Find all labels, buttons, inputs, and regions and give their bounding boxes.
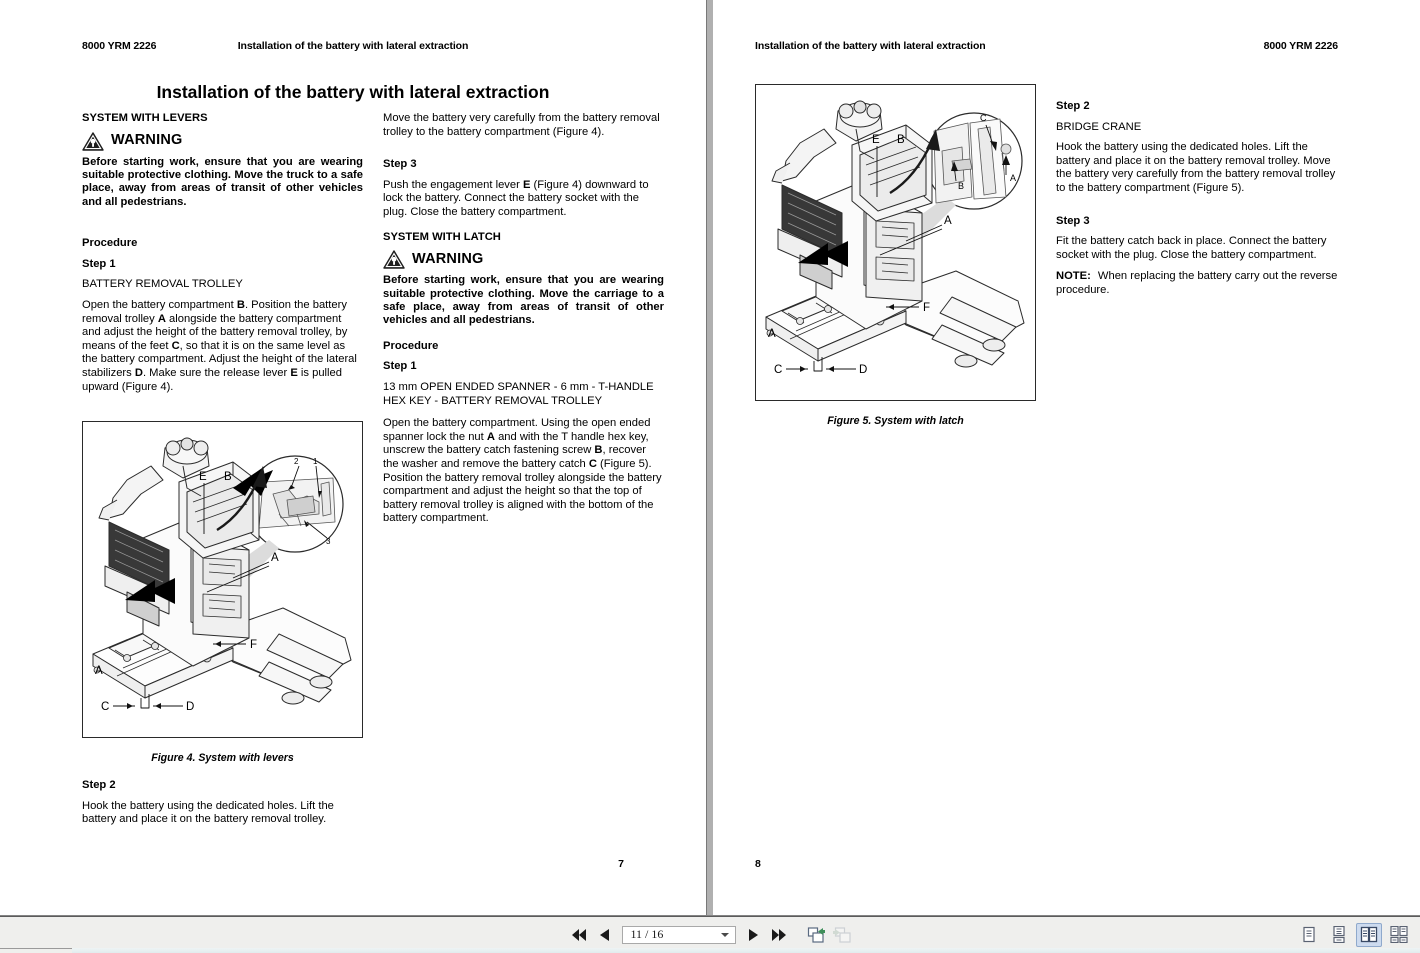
figure-4-label-B: B bbox=[224, 471, 232, 483]
warning-label-latch: WARNING bbox=[412, 250, 484, 267]
left-page-column-two bbox=[383, 112, 664, 537]
previous-page-icon bbox=[598, 928, 610, 942]
warning-triangle-icon bbox=[82, 132, 104, 151]
right-page-column bbox=[1056, 100, 1341, 309]
step-1-heading-latch: Step 1 bbox=[383, 360, 417, 373]
single-page-view-button[interactable] bbox=[1296, 923, 1322, 947]
step-2-body-levers: Hook the battery using the dedicated holes. Lift the battery and place it on the battery removal trolley. bbox=[82, 799, 334, 826]
first-page-button[interactable] bbox=[568, 924, 590, 946]
previous-page-button[interactable] bbox=[593, 924, 615, 946]
figure-4-label-1: 1 bbox=[313, 457, 318, 466]
last-page-button[interactable] bbox=[768, 924, 790, 946]
figure-4-label-C: C bbox=[101, 701, 110, 713]
procedure-heading-latch: Procedure bbox=[383, 339, 439, 352]
warning-triangle-icon bbox=[383, 250, 405, 269]
figure-5-label-C: C bbox=[774, 364, 783, 376]
figure-4-illustration bbox=[82, 421, 363, 738]
step-3-body-crane: Fit the battery catch back in place. Connect the battery socket with the plug. Close the battery compartment. bbox=[1056, 235, 1327, 261]
step-1-body-latch: Open the battery compartment. Using the open ended spanner lock the nut A and with the T handle hex key, unscrew the battery catch fastening screw B, recover the washer and remove the battery catch C (Figure 5). Position the battery removal trolley alongside the battery compartment and adjust the height so that the top of battery removal trolley is aligned with the bottom of the battery compartment. bbox=[383, 417, 662, 525]
figure-4-label-A2: A bbox=[95, 665, 103, 677]
figure-5-label-B: B bbox=[897, 134, 905, 146]
previous-view-icon bbox=[807, 926, 827, 944]
document-page-right bbox=[713, 0, 1420, 915]
step-3-heading-levers: Step 3 bbox=[383, 158, 417, 171]
figure-4-label-A1: A bbox=[271, 552, 279, 564]
step-3-heading-crane: Step 3 bbox=[1056, 214, 1090, 227]
step-2-body-crane: Hook the battery using the dedicated holes. Lift the battery and place it on the battery removal trolley. Move the battery very carefully from the battery removal trolley to the battery compartment (Figure 5). bbox=[1056, 141, 1336, 194]
next-view-button[interactable] bbox=[831, 924, 853, 946]
page-number-value: 11 / 16 bbox=[630, 927, 664, 941]
page-number-input[interactable] bbox=[622, 926, 736, 944]
header-running-title-left: Installation of the battery with lateral extraction bbox=[237, 40, 469, 52]
section-heading-system-with-levers: SYSTEM WITH LEVERS bbox=[82, 112, 208, 124]
figure-5-caption: Figure 5. System with latch bbox=[827, 415, 964, 427]
header-running-title-right: Installation of the battery with lateral extraction bbox=[755, 40, 986, 52]
left-page-column-one bbox=[82, 112, 363, 405]
two-page-continuous-view-button[interactable] bbox=[1386, 923, 1412, 947]
step-1-body-levers: Open the battery compartment B. Position the battery removal trolley A alongside the battery compartment and adjust the height of the battery removal trolley, by means of the feet C, so that it is on the same level as the battery compartment. Adjust the height of the lateral stabilizers D. Make sure the release lever E is pulled upward (Figure 4). bbox=[82, 299, 357, 393]
next-page-icon bbox=[748, 928, 760, 942]
document-page-left bbox=[0, 0, 706, 915]
figure-5-label-A1: A bbox=[944, 215, 952, 227]
figure-4-label-E: E bbox=[199, 471, 207, 483]
continuous-scroll-view-button[interactable] bbox=[1326, 923, 1352, 947]
viewer-toolbar bbox=[0, 915, 1420, 953]
step-2-heading-crane: Step 2 bbox=[1056, 100, 1090, 112]
note-label: NOTE: bbox=[1056, 270, 1091, 283]
last-page-icon bbox=[771, 928, 787, 942]
continuous-page-icon bbox=[1331, 926, 1347, 943]
figure-4-label-2: 2 bbox=[294, 457, 299, 466]
intro-body-latch: Move the battery very carefully from the battery removal trolley to the battery compartment (Figure 4). bbox=[383, 112, 660, 138]
figure-5-illustration bbox=[755, 84, 1036, 401]
note-paragraph bbox=[1056, 270, 1341, 297]
page-title: Installation of the battery with lateral extraction bbox=[156, 82, 550, 102]
figure-5-inset-label-A: A bbox=[1010, 173, 1017, 183]
single-page-icon bbox=[1301, 926, 1317, 943]
left-page-column-one-continued bbox=[82, 779, 363, 838]
step-1-tools-latch: 13 mm OPEN ENDED SPANNER - 6 mm - T-HANDLE HEX KEY - BATTERY REMOVAL TROLLEY bbox=[383, 380, 654, 407]
figure-5-label-F: F bbox=[923, 302, 931, 314]
figure-5-label-E: E bbox=[872, 134, 880, 146]
step-1-subheading-levers: BATTERY REMOVAL TROLLEY bbox=[82, 278, 243, 291]
figure-5-inset-label-B: B bbox=[958, 181, 965, 191]
warning-banner-latch bbox=[383, 250, 664, 269]
figure-4-label-3: 3 bbox=[326, 537, 331, 546]
procedure-heading-levers: Procedure bbox=[82, 237, 138, 250]
note-body: When replacing the battery carry out the reverse procedure. bbox=[1056, 270, 1338, 296]
step-1-heading-levers: Step 1 bbox=[82, 257, 116, 270]
warning-label-levers: WARNING bbox=[111, 132, 183, 149]
section-heading-system-with-latch: SYSTEM WITH LATCH bbox=[383, 230, 501, 243]
warning-text-levers: Before starting work, ensure that you are wearing suitable protective clothing. Move the truck to a safe place, away from areas of transit of other vehicles and all pedestrians. bbox=[82, 155, 363, 208]
figure-4-label-D: D bbox=[186, 701, 195, 713]
two-page-icon bbox=[1360, 926, 1378, 943]
step-2-subheading-crane: BRIDGE CRANE bbox=[1056, 120, 1142, 133]
status-strip-edge bbox=[0, 948, 72, 949]
next-page-button[interactable] bbox=[743, 924, 765, 946]
figure-5-inset-label-C: C bbox=[980, 113, 987, 123]
figure-5-label-A2: A bbox=[768, 328, 776, 340]
step-2-heading-levers: Step 2 bbox=[82, 779, 116, 791]
first-page-icon bbox=[571, 928, 587, 942]
status-strip bbox=[72, 948, 1420, 953]
two-page-continuous-icon bbox=[1390, 926, 1408, 943]
next-view-icon bbox=[832, 926, 852, 944]
figure-4-caption: Figure 4. System with levers bbox=[151, 752, 294, 764]
header-manual-code-right: 8000 YRM 2226 bbox=[1263, 40, 1338, 52]
two-page-view-button[interactable] bbox=[1356, 923, 1382, 947]
figure-5-label-D: D bbox=[859, 364, 868, 376]
warning-banner-levers bbox=[82, 132, 363, 151]
page-number-left: 7 bbox=[618, 858, 624, 870]
page-number-right: 8 bbox=[755, 858, 761, 870]
figure-4-label-F: F bbox=[250, 639, 258, 651]
header-manual-code-left: 8000 YRM 2226 bbox=[82, 40, 157, 52]
previous-view-button[interactable] bbox=[806, 924, 828, 946]
step-3-body-levers: Push the engagement lever E (Figure 4) downward to lock the battery. Connect the battery socket with the plug. Close the battery compartment. bbox=[383, 178, 649, 218]
chevron-down-icon[interactable] bbox=[721, 933, 729, 937]
warning-text-latch: Before starting work, ensure that you are wearing suitable protective clothing. Move the carriage to a safe place, away from areas of transit of other vehicles and all pedestrians. bbox=[383, 274, 664, 327]
